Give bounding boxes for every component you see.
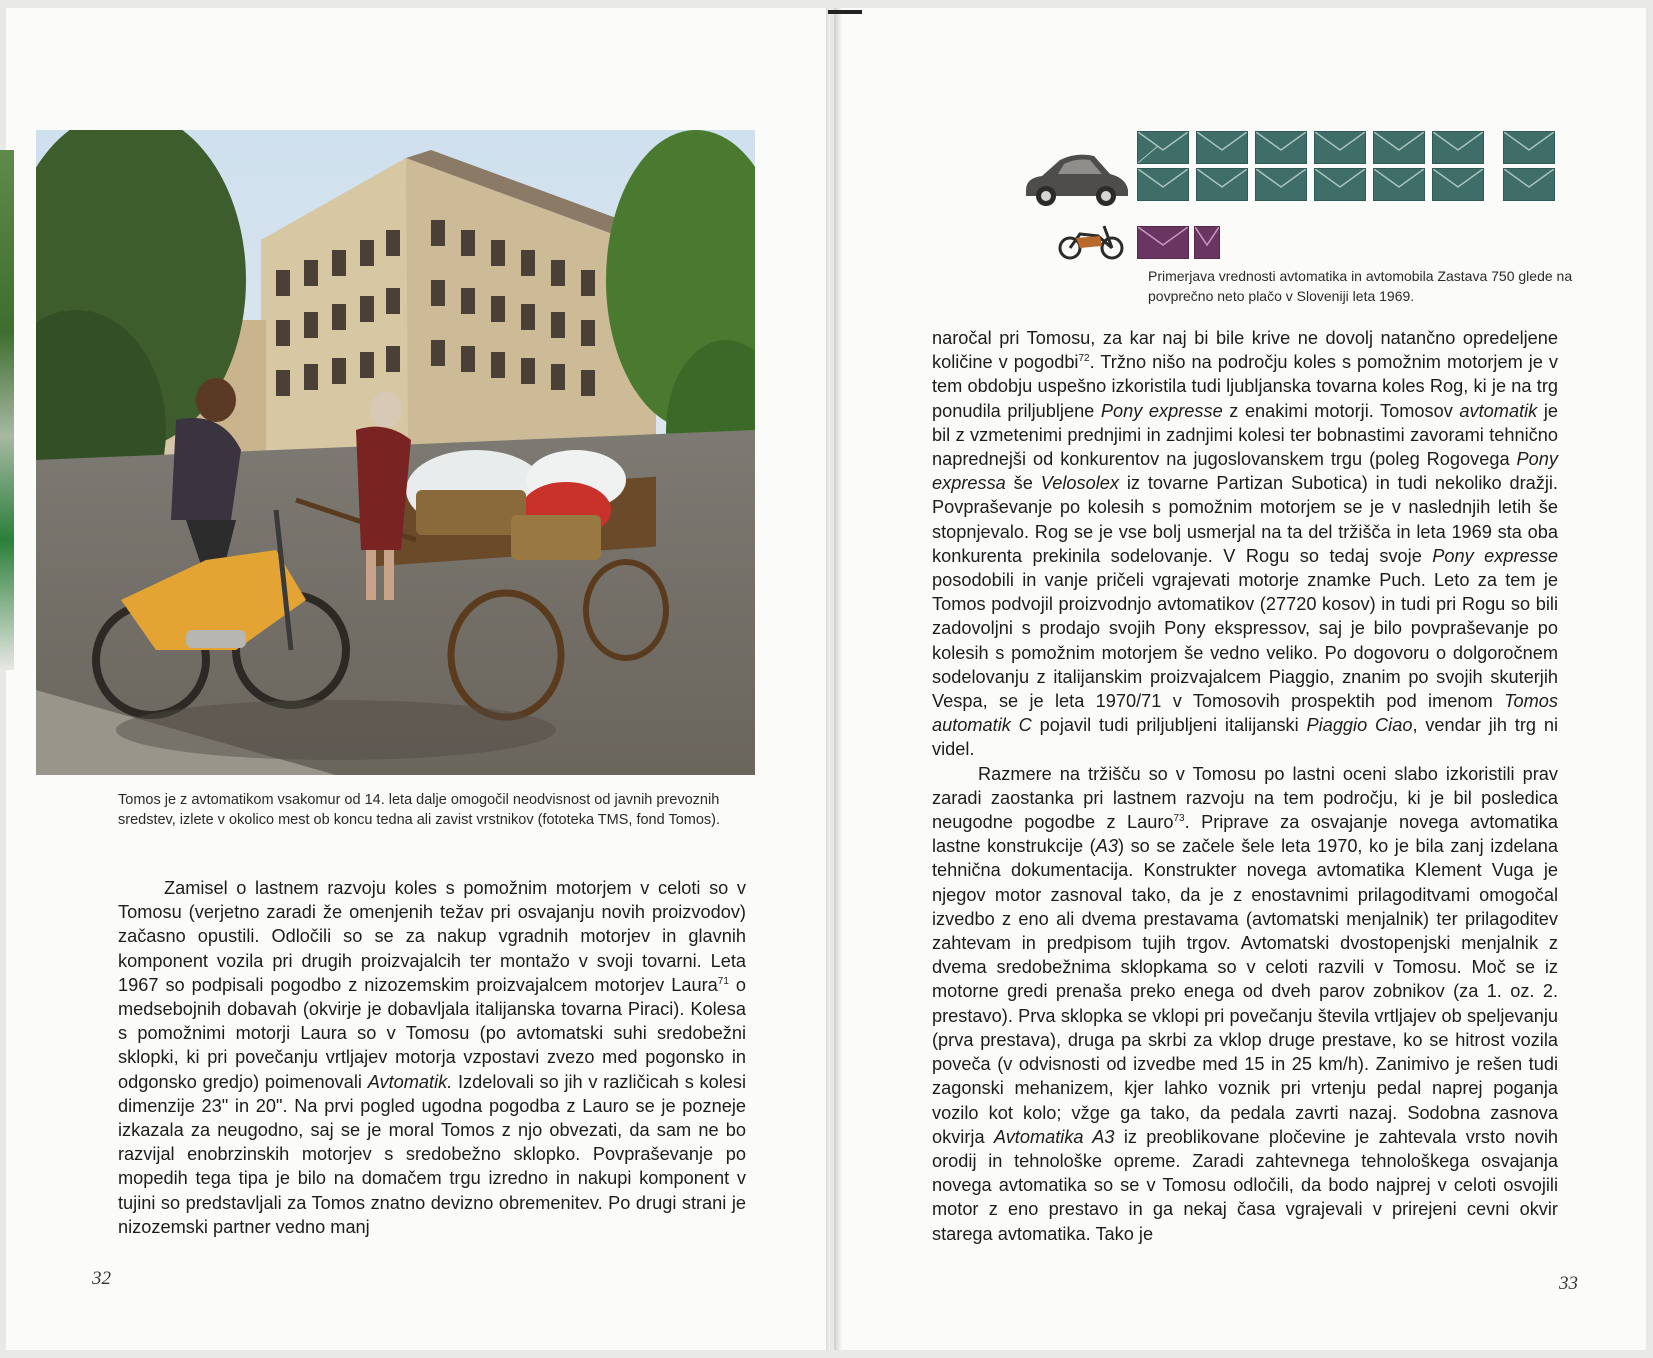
paragraph	[118, 876, 746, 1239]
photo-caption: Tomos je z avtomatikom vsakomur od 14. leta dalje omogočil neodvisnost od javnih prevoznih sredstev, izlete v okolico mest ob koncu tedna ali zavist vrstnikov (fototeka TMS, fond Tomos).	[118, 792, 721, 828]
envelope-icon	[1137, 168, 1189, 201]
text-run: Zamisel o lastnem razvoju koles s pomožnim motorjem v celoti so v Tomosu (verjetno zaradi že omenjenih težav pri osvajanju novih proizvodov) začasno opustili. Odločili so se za nakup vgradnih motorjev in glavnih komponent vozila pri drugih proizvajalcih ter montažo v svoji tovarni. Leta 1967 so podpisali pogodbo z nizozemskim proizvajalcem motorjev Laura	[118, 878, 746, 995]
envelope-icon	[1196, 131, 1248, 164]
envelope-icon	[1255, 131, 1307, 164]
adjacent-page-edge-image	[0, 150, 14, 670]
envelope-icon	[1432, 131, 1484, 164]
italic-term: Avtomatik.	[367, 1071, 453, 1092]
italic-term: avtomatik	[1459, 400, 1538, 421]
book-gutter-left	[826, 8, 830, 1350]
moped-envelopes-row	[1137, 226, 1220, 259]
text-run: posodobili in vanje pričeli vgrajevati motorje znamke Puch. Leto za tem je Tomos podvojil proizvodnjo avtomatikov (27720 kosov) in tudi pri Rogu so bili zadovoljni s prodajo svojih Pony ekspressov, saj je bilo povpraševanje po kolesih s pomožnim motorjem še vedno veliko. Po dogovoru o dolgoročnem sodelovanju z italijanskim proizvajalcem Piaggio, znanim po svojih skuterjih Vespa, se je leta 1970/71 v Tomosovih prospektih pod imenom	[932, 570, 1558, 712]
footnote-ref: 71	[717, 975, 729, 987]
italic-term: Piaggio Ciao	[1306, 715, 1413, 736]
text-run: naročal pri Tomosu, za kar naj bi bile krive ne dovolj natančno opredeljene količine v pogodbi	[932, 328, 1558, 373]
text-run: . Tržno nišo na področju koles s pomožnim motorjem je v tem obdobju uspešno izkoristila tudi ljubljanska tovarna koles Rog, ki je na trg ponudila priljubljene	[932, 352, 1558, 421]
envelope-icon	[1503, 168, 1555, 201]
text-run: o medsebojnih dobavah (okvirje je dobavljala italijanska tovarna Piraci). Kolesa s pomožnimi motorji Laura so v Tomosu (po avtomatski suhi sredobežni sklopki, ki pri povečanju vrtljajev motorja vzpostavi zvezo med pogonsko in odgonsko gredjo) poimenovali	[118, 974, 747, 1092]
italic-term: Pony expressa	[932, 449, 1558, 494]
photo-illustration	[36, 130, 755, 775]
envelope-icon	[1432, 168, 1484, 201]
envelope-icon	[1503, 131, 1555, 164]
text-run: iz tovarne Partizan Subotica) in tudi nekoliko dražji. Povpraševanje po kolesih s pomožnim motorjem se je v naslednjih letih še stopnjevalo. Rog se je vse bolj usmerjal na ta del tržišča in leta 1969 sta oba konkurenta prekinila sodelovanje. V Rogu so tedaj svoje	[932, 473, 1558, 566]
envelope-icon	[1373, 168, 1425, 201]
text-run: je bil z vzmetenimi prednjimi in zadnjimi kolesi ter bobnastimi zavorami tehnično naprednejši od konkurentov na jugoslovanskem trgu (poleg Rogovega	[932, 400, 1558, 470]
text-run: še	[1005, 473, 1041, 494]
car-envelopes-row-2	[1137, 168, 1555, 201]
footnote-ref: 73	[1173, 813, 1185, 824]
text-run: Izdelovali so jih v različicah s kolesi dimenzije 23" in 20". Na prvi pogled ugodna pogodba z Lauro se je pozneje izkazala za neugodno, saj se je moral Tomos z njo obvezati, da sam ne bo razvijal enobrzinskih motorjev s sredobežno sklopko. Povpraševanje po mopedih tega tipa je bilo na domačem trgu izredno in nakupi komponent v tujini so predstavljali za Tomos znatno devizno obremenitev. Po drugi strani je nizozemski partner vedno manj	[118, 1071, 746, 1237]
italic-term: Velosolex	[1040, 473, 1119, 494]
italic-term: Tomos automatik C	[932, 691, 1558, 736]
page-number-right: 33	[1559, 1273, 1578, 1294]
text-run: Razmere na tržišču so v Tomosu po lastni oceni slabo izkoristili prav zaradi zaostanka pri lastnem razvoju na tem področju, ki je bil posledica neugodne pogodbe z Lauro	[932, 763, 1558, 833]
paragraph	[932, 762, 1558, 1246]
italic-term: Pony expresse	[1100, 400, 1223, 421]
envelope-icon	[1137, 226, 1189, 259]
text-run: ) so se začele šele leta 1970, ko je bila zanj izdelana tehnična dokumentacija. Konstrukter novega avtomatika Klement Vuga je njegov motor zasnoval tako, da je z enostavnimi prilagoditvami omogočal izvedbo z eno ali dvema prestavama (avtomatski menjalnik) ter prilagoditev zahtevam in predpisom tujih trgov. Avtomatski dvostopenjski menjalnik z dvema sredobežnima sklopkama so v celoti razvili v Tomosu. Moč se iz motorne gredi prenaša preko enega od dveh parov zobnikov (za 1. oz. 2. prestavo). Prva sklopka se vklopi pri povečanju števila vrtljajev ob speljevanju (prva prestava), druga pa skrbi za vklop druge prestave, ko se hitrost vozila poveča (v odvisnosti od izvedbe med 15 in 25 km/h). Zanimivo je rešen tudi zagonski mehanizem, kjer lahko voznik pri vrtenju pedal naprej poganja vozilo kot kolo; vžge ga tako, da pedala zavrti nazaj. Sodobna zasnova okvirja	[932, 836, 1558, 1147]
text-run: iz preoblikovane pločevine je zahtevala vrsto novih orodij in tehnološke opreme. Zaradi zahtevnega tehnološkega osvajanja novega avtomatika so se v Tomosu odločili, da bodo najprej v celoti osvojili motor z eno prestavo in ga nekaj časa vgrajevali v prirejeni cevni okvir starega avtomatika. Tako je	[932, 1126, 1559, 1244]
text-run: , vendar jih trg ni videl.	[932, 715, 1558, 760]
street-photo-moped	[36, 130, 755, 775]
book-gutter-right	[834, 8, 842, 1350]
page-number-left: 32	[92, 1268, 111, 1289]
footnote-ref: 72	[1078, 353, 1090, 365]
infographic-caption: Primerjava vrednosti avtomatika in avtomobila Zastava 750 glede na povprečno neto plačo v Sloveniji leta 1969.	[1148, 268, 1573, 304]
text-run: pojavil tudi priljubljeni italijanski	[1031, 715, 1307, 736]
spine-mark	[828, 10, 862, 14]
envelope-icon	[1314, 168, 1366, 201]
left-body-text	[118, 876, 746, 1239]
envelope-icon	[1196, 168, 1248, 201]
italic-term: Avtomatika A3	[993, 1126, 1115, 1147]
car-icon	[1020, 148, 1132, 210]
right-body-text	[932, 326, 1558, 1246]
italic-term: A3	[1095, 836, 1118, 857]
moped-icon	[1058, 220, 1124, 260]
text-run: z enakimi motorji. Tomosov	[1222, 400, 1460, 421]
envelope-icon	[1137, 131, 1189, 164]
envelope-icon	[1314, 131, 1366, 164]
paragraph	[932, 326, 1558, 762]
italic-term: Pony expresse	[1432, 545, 1558, 566]
envelope-icon	[1373, 131, 1425, 164]
text-run: . Priprave za osvajanje novega avtomatika lastne konstrukcije (	[932, 812, 1558, 857]
envelope-icon	[1255, 168, 1307, 201]
envelope-icon	[1194, 226, 1220, 259]
car-envelopes-row-1	[1137, 131, 1555, 164]
